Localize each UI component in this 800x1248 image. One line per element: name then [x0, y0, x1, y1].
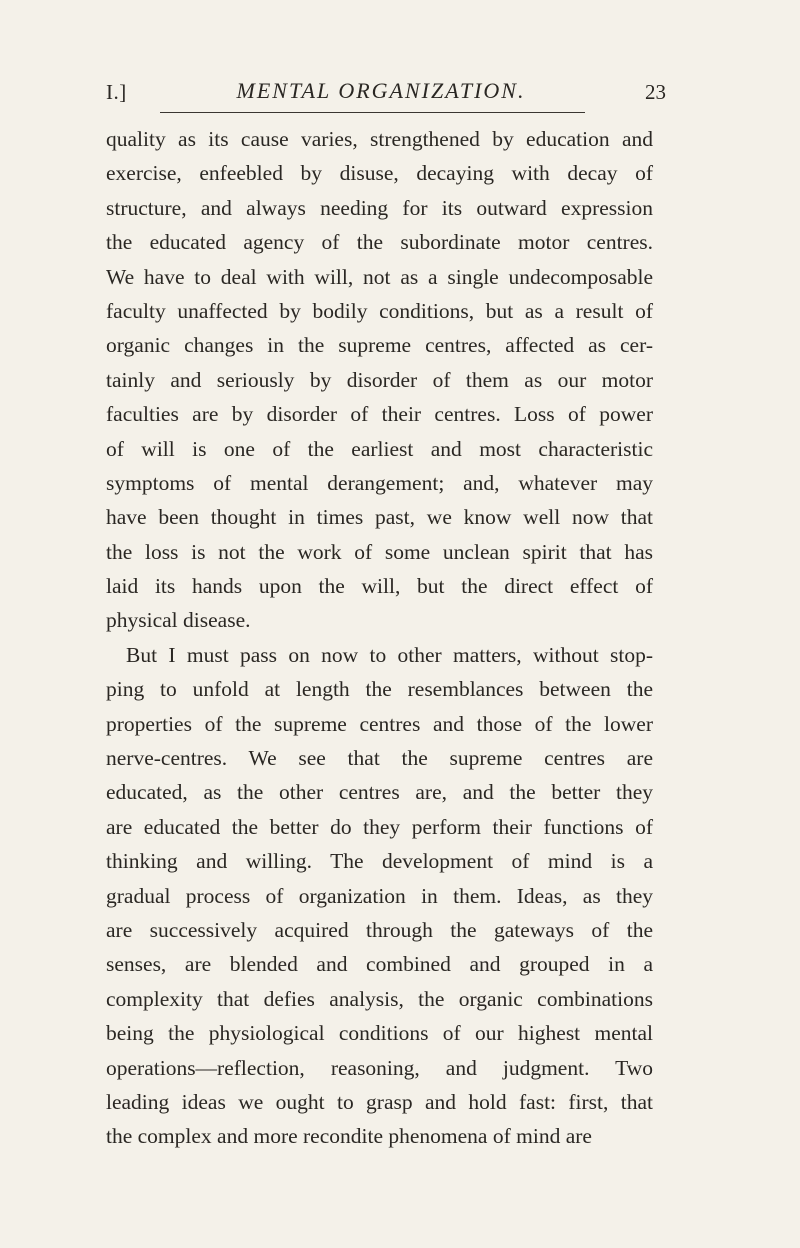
text-line: educated, as the other centres are, and the better they [106, 780, 653, 805]
text-line: are educated the better do they perform their functions of [106, 814, 653, 839]
text-line: tainly and seriously by disorder of them as our motor [106, 367, 653, 392]
text-line: We have to deal with will, not as a single undecomposable [106, 264, 653, 289]
text-line: the complex and more recondite phenomena of mind are [106, 1124, 592, 1149]
text-line: symptoms of mental derangement; and, whatever may [106, 470, 653, 495]
text-line: nerve-centres. We see that the supreme centres are [106, 746, 653, 771]
text-line: complexity that defies analysis, the organic combinations [106, 986, 653, 1011]
text-line: operations—reflection, reasoning, and judgment. Two [106, 1055, 653, 1080]
body-text [106, 122, 653, 1154]
page-number: 23 [645, 80, 666, 104]
chapter-number: I.] [106, 80, 127, 104]
text-line: But I must pass on now to other matters, without stop- [126, 642, 653, 667]
text-line: faculty unaffected by bodily conditions, but as a result of [106, 298, 653, 323]
text-line: quality as its cause varies, strengthened by education and [106, 127, 653, 151]
text-line: structure, and always needing for its outward expression [106, 195, 653, 220]
text-line: the loss is not the work of some unclean spirit that has [106, 539, 653, 564]
text-line: leading ideas we ought to grasp and hold fast: first, that [106, 1089, 653, 1114]
text-line: thinking and willing. The development of mind is a [106, 849, 653, 874]
text-line: the educated agency of the subordinate motor centres. [106, 230, 653, 255]
running-head [106, 72, 666, 112]
text-line: ping to unfold at length the resemblances between the [106, 677, 653, 702]
text-line: have been thought in times past, we know well now that [106, 505, 653, 530]
text-line: faculties are by disorder of their centres. Loss of power [106, 402, 653, 427]
text-line: being the physiological conditions of our highest mental [106, 1021, 653, 1046]
text-line: are successively acquired through the gateways of the [106, 917, 653, 942]
text-line: exercise, enfeebled by disuse, decaying with decay of [106, 161, 653, 186]
text-line: gradual process of organization in them. Ideas, as they [106, 883, 653, 908]
text-line: laid its hands upon the will, but the direct effect of [106, 574, 653, 599]
text-line: senses, are blended and combined and grouped in a [106, 952, 653, 977]
header-rule [160, 112, 585, 113]
text-line: organic changes in the supreme centres, affected as cer- [106, 333, 653, 358]
text-line: properties of the supreme centres and those of the lower [106, 711, 653, 736]
text-line: of will is one of the earliest and most characteristic [106, 436, 653, 461]
running-title: MENTAL ORGANIZATION. [236, 78, 526, 103]
text-line: physical disease. [106, 608, 251, 633]
